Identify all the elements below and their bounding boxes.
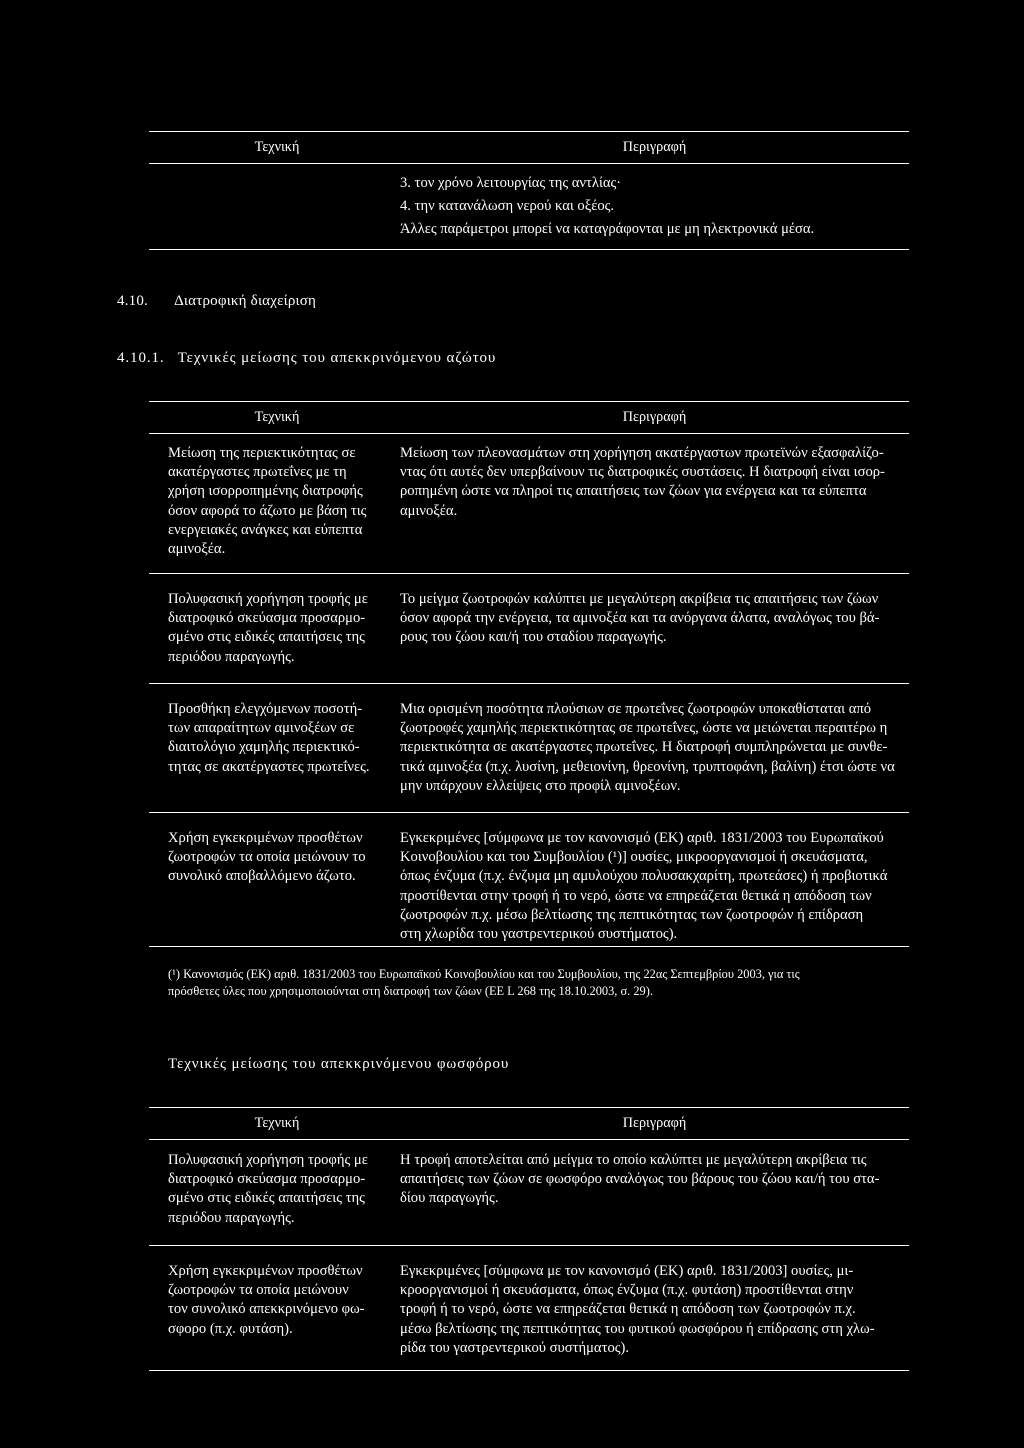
table-row-technique: Χρήση εγκεκριμένων προσθέτων ζωοτροφών τα οποία μειώνουν το συνολικό αποβαλλόμενο άζωτο. [168,830,366,885]
row-divider [149,812,909,813]
table-top-rule [149,131,909,132]
section-number: 4.10. [117,293,148,309]
table-top-rule [149,1107,909,1108]
table-bottom-rule [149,946,909,947]
phosphorus-heading: Τεχνικές μείωσης του απεκκρινόμενου φωσφόρου [168,1056,510,1072]
col-header-technique: Τεχνική [254,139,300,155]
list-item: Άλλες παράμετροι μπορεί να καταγράφονται με μη ηλεκτρονικά μέσα. [400,221,815,238]
col-header-description: Περιγραφή [622,1115,687,1131]
col-header-technique: Τεχνική [254,409,300,425]
table-row-description: Μια ορισμένη ποσότητα πλούσιων σε πρωτεΐνες ζωοτροφών υποκαθίσταται από ζωοτροφές χαμηλής περιεκτικότητας σε πρωτεΐνες, ώστε να μειώνεται περαιτέρω η περιεκτικότητα σε ακατέργαστες πρωτεΐνες. Η διατροφή συμπληρώνεται με συνθε- τικά αμινοξέα (π.χ. λυσίνη, μεθειονίνη, θρεονίνη, τρυπτοφάνη, βαλίνη) έτσι ώστε να μην υπάρχουν ελλείψεις στο προφίλ αμινοξέων. [400,701,895,794]
table-row-description: Μείωση των πλεονασμάτων στη χορήγηση ακατέργαστων πρωτεϊνών εξασφαλίζο- ντας ότι αυτές δεν υπερβαίνουν τις διατροφικές συστάσεις. Η διατροφή είναι ισορ- ροπημένη ώστε να πληροί τις απαιτήσεις των ζώων για ενέργεια και τα εύπεπτα αμινοξέα. [400,445,885,519]
list-item: 4. την κατανάλωση νερού και οξέος. [400,198,615,215]
list-item: 3. τον χρόνο λειτουργίας της αντλίας· [400,175,622,191]
row-divider [149,683,909,684]
table-row-description: Εγκεκριμένες [σύμφωνα με τον κανονισμό (ΕΚ) αριθ. 1831/2003 του Ευρωπαϊκού Κοινοβουλίου και του Συμβουλίου (¹)] ουσίες, μικροοργανισμοί ή σκευάσματα, όπως ένζυμα (π.χ. ένζυμα μη αμυλούχου πολυσακχαρίτη, πρωτεάσες) ή προβιοτικά προστίθενται στην τροφή ή το νερό, ώστε να επηρεάζεται θετικά η απόδοση των ζωοτροφών π.χ. μέσω βελτίωσης της πεπτικότητας των ζωοτροφών ή επίδραση στη χλωρίδα του γαστρεντερικού συστήματος). [400,830,888,943]
table-header-rule [149,163,909,164]
table-row-technique: Πολυφασική χορήγηση τροφής με διατροφικό σκεύασμα προσαρμο- σμένο στις ειδικές απαιτήσεις της περιόδου παραγωγής. [168,1152,368,1226]
row-divider [149,573,909,574]
footnote-line: (¹) Κανονισμός (ΕΚ) αριθ. 1831/2003 του Ευρωπαϊκού Κοινοβουλίου και του Συμβουλίου, της 22ας Σεπτεμβρίου 2003, για τις [168,967,800,981]
table-row-description: Το μείγμα ζωοτροφών καλύπτει με μεγαλύτερη ακρίβεια τις απαιτήσεις των ζώων όσον αφορά την ενέργεια, τα αμινοξέα και τα ανόργανα άλατα, αναλόγως του βά- ρους του ζώου και/ή του σταδίου παραγωγής. [400,591,880,646]
table-bottom-rule [149,1370,909,1371]
table-header-rule [149,1139,909,1140]
row-divider [149,1245,909,1246]
table-header-rule [149,433,909,434]
col-header-description: Περιγραφή [622,409,687,425]
footnote [168,966,909,1000]
subsection-title: Τεχνικές μείωσης του απεκκρινόμενου αζώτου [177,350,497,366]
table-row-description: Εγκεκριμένες [σύμφωνα με τον κανονισμό (ΕΚ) αριθ. 1831/2003] ουσίες, μι- κροοργανισμοί ή σκευάσματα, όπως ένζυμα (π.χ. φυτάση) προστίθενται στην τροφή ή το νερό, ώστε να επηρεάζεται θετικά η απόδοση των ζωοτροφών π.χ. μέσω βελτίωσης της πεπτικότητας του φυτικού φωσφόρου ή επίδρασης στη χλω- ρίδα του γαστρεντερικού συστήματος). [400,1263,875,1356]
subsection-heading [117,349,496,368]
col-header-description: Περιγραφή [622,139,687,155]
table-row-technique: Προσθήκη ελεγχόμενων ποσοτή- των απαραίτητων αμινοξέων σε διαιτολόγιο χαμηλής περιεκτικό- τητας σε ακατέργαστες πρωτεΐνες. [168,701,370,775]
table-row-technique: Χρήση εγκεκριμένων προσθέτων ζωοτροφών τα οποία μειώνουν τον συνολικό απεκκρινόμενο φω- σφορο (π.χ. φυτάση). [168,1263,365,1337]
table-row-technique: Μείωση της περιεκτικότητας σε ακατέργαστες πρωτεΐνες με τη χρήση ισορροπημένης διατροφής όσον αφορά το άζωτο με βάση τις ενεργειακές ανάγκες και εύπεπτα αμινοξέα. [168,445,367,558]
section-title: Διατροφική διαχείριση [174,293,317,309]
section-heading [117,292,316,311]
table-row-description: Η τροφή αποτελείται από μείγμα το οποίο καλύπτει με μεγαλύτερη ακρίβεια τις απαιτήσεις των ζώων σε φωσφόρο αναλόγως του βάρους του ζώου και/ή του στα- δίου παραγωγής. [400,1152,880,1207]
table-bottom-rule [149,249,909,250]
subsection-number: 4.10.1. [117,350,165,366]
table-row-technique: Πολυφασική χορήγηση τροφής με διατροφικό σκεύασμα προσαρμο- σμένο στις ειδικές απαιτήσεις της περιόδου παραγωγής. [168,591,368,665]
col-header-technique: Τεχνική [254,1115,300,1131]
table-top-rule [149,401,909,402]
footnote-marker: (¹) [168,967,180,981]
top-table-description [400,174,909,240]
footnote-line: πρόσθετες ύλες που χρησιμοποιούνται στη διατροφή των ζώων (ΕΕ L 268 της 18.10.2003, σ. 29). [168,983,653,998]
